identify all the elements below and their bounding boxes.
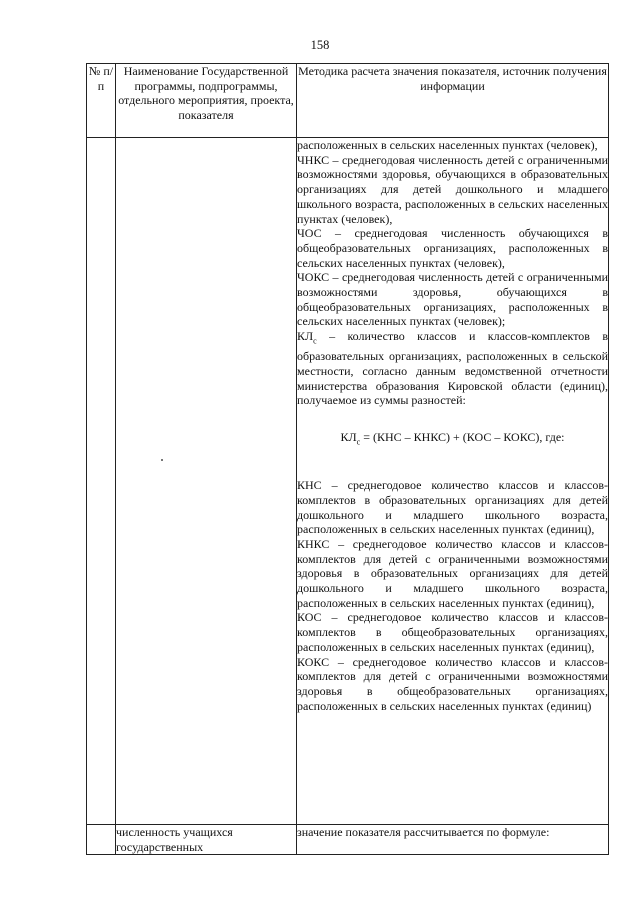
- formula-rest: = (КНС – КНКС) + (КОС – КОКС), где:: [360, 430, 565, 445]
- cell-number: [87, 138, 116, 825]
- table-row: [87, 825, 609, 855]
- definition-entry: ЧНКС – среднегодовая численность детей с ограниченными возможностями здоровья, обучающихся в образовательных организациях для детей дошкольного и младшего школьного возраста, расположенных в сельских населенных пунктах (человек),: [297, 152, 608, 226]
- page-number: 158: [310, 38, 330, 52]
- klc-subscript: с: [313, 336, 317, 346]
- formula: [297, 430, 608, 450]
- definition-entry: КНС – среднегодовое количество классов и классов-комплектов в образовательных организациях для детей дошкольного и младшего школьного возраста, расположенных в сельских населенных пунктах (единиц),: [297, 478, 608, 537]
- cell-name: [116, 138, 297, 825]
- formula-symbol: КЛ: [340, 430, 357, 445]
- header-name: Наименование Государственной программы, подпрограммы, отдельного мероприятия, проекта, показателя: [116, 64, 297, 138]
- header-number: № п/п: [87, 64, 116, 138]
- definition-klc: [297, 329, 608, 408]
- table-header-row: [87, 64, 609, 138]
- cell-indicator-name: численность учащихся государственных: [116, 825, 297, 855]
- definition-entry: расположенных в сельских населенных пунктах (человек),: [297, 138, 598, 152]
- formula-subscript: с: [356, 437, 361, 447]
- cell-number: [87, 825, 116, 855]
- definition-entry: КНКС – среднегодовое количество классов и классов-комплектов для детей с ограниченными возможностями здоровья в образовательных организациях для детей дошкольного и младшего школьного возраста, расположенных в сельских населенных пунктах (единиц),: [297, 536, 608, 610]
- definition-entry: ЧОС – среднегодовая численность обучающихся в общеобразовательных организациях, расположенных в сельских населенных пунктах (человек),: [297, 226, 608, 270]
- cell-method: [297, 138, 609, 825]
- scan-speck: [161, 459, 163, 461]
- cell-indicator-method: значение показателя рассчитывается по формуле:: [297, 825, 609, 855]
- indicator-table: [86, 63, 609, 855]
- definition-entry: КОС – среднегодовое количество классов и классов-комплектов в общеобразовательных организациях, расположенных в сельских населенных пунктах (единиц),: [297, 610, 608, 654]
- header-method: Методика расчета значения показателя, источник получения информации: [297, 64, 609, 138]
- definition-entry: ЧОКС – среднегодовая численность детей с ограниченными возможностями здоровья, обучающихся в общеобразовательных организациях, расположенных в сельских населенных пунктах (человек);: [297, 270, 608, 329]
- klc-text: – количество классов и классов-комплектов в образовательных организациях, расположенных в сельской местности, согласно данным ведомственной отчетности министерства образования Кировской области (единиц), получаемое из суммы разностей:: [297, 329, 608, 408]
- definition-entry: КОКС – среднегодовое количество классов и классов-комплектов для детей с ограниченными возможностями здоровья в общеобразовательных организациях, расположенных в сельских населенных пунктах (единиц): [297, 654, 608, 713]
- table-row: [87, 138, 609, 825]
- klc-symbol: КЛ: [297, 329, 314, 344]
